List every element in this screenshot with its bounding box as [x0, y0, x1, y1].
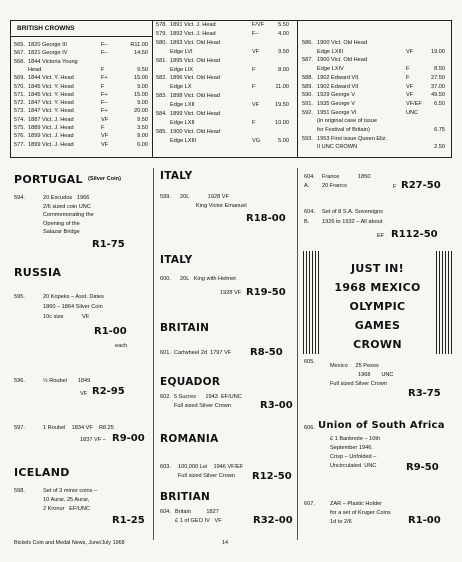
crown-grade: F: [406, 74, 410, 81]
crown-lot-number: 583.: [156, 93, 167, 100]
british-crowns-col3: [302, 40, 447, 155]
crown-price: 19.50: [275, 102, 289, 109]
portugal-description: [43, 195, 94, 236]
british-crowns-title-rule: [10, 36, 152, 37]
russia-lot-596: 596.: [14, 378, 25, 384]
crown-price: 27.50: [431, 74, 445, 81]
zar-line: ZAR – Plastic Holder: [330, 501, 382, 507]
crown-row: [302, 40, 447, 47]
italy-600-line: 1928 VF: [220, 290, 242, 296]
crown-row: [302, 92, 447, 99]
crown-description: Edge LXIV: [317, 66, 344, 73]
portugal-line: 20 Escudos 1966: [43, 195, 90, 201]
promo-line: OLYMPIC: [349, 300, 406, 313]
british-crowns-col2: [156, 22, 293, 152]
equador-602-line: 5 Sucres 1943 EF/UNC: [174, 394, 242, 400]
sovereigns-line: 1926 to 1932 – All about: [322, 219, 383, 225]
crown-grade: VF: [101, 133, 109, 140]
crown-row: [14, 67, 150, 74]
russia-595-price: R1-00: [94, 326, 127, 337]
crown-price: 9.00: [137, 83, 148, 90]
british-crowns-divider-2: [297, 20, 298, 158]
crown-description: 1935 George V: [317, 100, 355, 107]
italy-heading: ITALY: [160, 170, 193, 182]
russia-597-line-a: 1 Roubel 1834 VF R8.25: [43, 425, 114, 431]
crown-description: 1929 George V: [317, 92, 355, 99]
romania-603-price: R12-50: [252, 471, 292, 482]
south-africa-lot: 606.: [304, 425, 315, 431]
crown-row: [302, 144, 447, 151]
crown-lot-number: 582.: [156, 75, 167, 82]
crown-price: 5.00: [278, 137, 289, 144]
crown-row: [156, 120, 293, 127]
britian-604-line: £ 1 of GEO IV VF: [175, 518, 222, 524]
crown-description: 1899 Vict. Old Head: [170, 111, 220, 117]
promo-border-left: [303, 251, 319, 354]
britain-601-price: R8-50: [250, 347, 283, 358]
sovereigns-grade: EF: [377, 233, 385, 239]
crown-lot-number: 579.: [156, 30, 167, 37]
promo-line: CROWN: [353, 338, 402, 351]
crown-price: 6.75: [434, 127, 445, 133]
iceland-description: [43, 488, 97, 513]
crown-lot-number: 567.: [14, 50, 25, 57]
crown-row: [14, 42, 150, 49]
crown-lot-number: 575.: [14, 125, 25, 131]
crown-description: 1891 Vict. J. Head: [170, 22, 216, 28]
promo-border-right: [436, 251, 452, 354]
crown-lot-number: 585.: [156, 128, 167, 135]
crown-grade: F–: [101, 100, 108, 107]
crown-grade: F: [406, 66, 410, 73]
crown-lot-number: 590.: [302, 92, 313, 99]
romania-603-line: 100,000 Lei 1946 VF/EF: [178, 464, 244, 470]
sovereigns-line: Set of 8 S.A. Sovereigns: [322, 209, 383, 215]
portugal-lot: 594.: [14, 195, 25, 201]
south-africa-line: September 1946.: [330, 445, 373, 451]
crown-row: [14, 100, 150, 107]
crown-description: 1951 George VI: [317, 109, 357, 116]
crown-description: Edge LXII: [170, 119, 195, 126]
mexico-line: Mexico 25 Pesos: [330, 363, 379, 369]
britian-heading: BRITIAN: [160, 491, 211, 503]
crown-price: 10.00: [275, 119, 289, 126]
south-africa-line: Uncirculated UNC: [330, 463, 377, 469]
portugal-subheading: (Silver Coin): [88, 176, 121, 182]
crown-row: [156, 58, 293, 65]
russia-596-price: R2-95: [92, 386, 125, 397]
france-price: R27-50: [401, 180, 441, 191]
iceland-line: 2 Kronur EF/UNC: [43, 506, 90, 512]
crown-price: 9.50: [137, 116, 148, 123]
crown-description: 1900 Vict. Old Head: [317, 40, 367, 46]
crown-price: 6.50: [434, 100, 445, 107]
equador-heading: EQUADOR: [160, 376, 221, 388]
crown-lot-number: 578.: [156, 22, 167, 28]
crown-price: 9.00: [137, 100, 148, 107]
column-divider-right: [297, 168, 298, 540]
zar-lot: 607.: [304, 501, 315, 507]
crown-description: 1887 Vict. J. Head: [28, 116, 74, 123]
crown-row: [302, 75, 447, 82]
footer-page-number: 14: [222, 540, 228, 546]
crown-description: for Festival of Britain): [317, 127, 370, 133]
france-line: France 1850: [322, 174, 371, 180]
crown-row: [156, 93, 293, 100]
crown-price: 8.50: [434, 66, 445, 73]
crown-row: [14, 59, 150, 66]
crown-row: [14, 117, 150, 124]
crown-lot-number: 584.: [156, 111, 167, 117]
russia-597-line-b: 1837 VF –: [80, 437, 106, 443]
mexico-lot: 605.: [304, 359, 315, 365]
crown-price: 37.00: [431, 83, 445, 90]
crown-grade: F: [252, 66, 256, 73]
crown-grade: F: [101, 83, 105, 90]
crown-lot-number: 588.: [302, 74, 313, 81]
crown-description: 1821 George IV: [28, 50, 68, 57]
crown-row: [156, 129, 293, 136]
promo-line: 1968 MEXICO: [334, 281, 421, 294]
crown-lot-number: 577.: [14, 141, 25, 148]
iceland-lot: 598.: [14, 488, 25, 494]
crown-lot-number: 581.: [156, 57, 167, 64]
crown-grade: F/VF: [252, 22, 265, 28]
crown-price: 15.00: [134, 75, 148, 82]
iceland-heading: ICELAND: [14, 466, 70, 479]
france-grade: F: [393, 184, 397, 190]
italy-600-lot: 600.: [160, 276, 171, 282]
crown-grade: VF: [101, 116, 109, 123]
crown-grade: F: [101, 66, 105, 73]
portugal-line: Commemorating the: [43, 212, 94, 218]
russia-595-each: each: [115, 343, 128, 349]
south-africa-description: [330, 436, 380, 470]
crown-description: 1899 Vict. J. Head: [28, 141, 74, 148]
crown-row: [302, 136, 447, 143]
zar-description: [330, 501, 391, 526]
crown-lot-number: 580.: [156, 39, 167, 46]
crown-lot-number: 565.: [14, 42, 25, 48]
sovereigns-lot: 604.: [304, 209, 315, 215]
crown-lot-number: 569.: [14, 75, 25, 82]
crown-price: 2.50: [434, 144, 445, 151]
crown-description: 1902 Edward VII: [317, 74, 359, 81]
crown-row: [302, 110, 447, 117]
russia-595-line: 20 Kopeks – Asst. Dates: [43, 294, 104, 300]
russia-596-line: ½ Roubel 1849: [43, 378, 91, 384]
romania-603-line: Full sized Silver Crown: [178, 473, 235, 479]
crown-row: [302, 84, 447, 91]
crown-row: [302, 57, 447, 64]
crown-grade: VF: [406, 83, 414, 90]
crown-description: 1844 Victoria Young: [28, 58, 78, 65]
crown-row: [156, 22, 293, 29]
crown-row: [156, 111, 293, 118]
crown-description: 1845 Vict. Y. Head: [28, 83, 74, 90]
promo-line: GAMES: [354, 319, 401, 332]
crown-description: 1899 Vict. J. Head: [28, 133, 74, 140]
south-africa-line: Crisp – Unfolded –: [330, 454, 377, 460]
mexico-line: 1968 UNC: [358, 372, 394, 378]
crown-lot-number: 593.: [302, 135, 313, 142]
crown-price: 8.00: [278, 66, 289, 73]
crown-description: 1847 Vict. Y. Head: [28, 100, 74, 107]
italy-599-price: R18-00: [246, 213, 286, 224]
column-divider-left: [153, 168, 154, 540]
crown-price: 9.50: [278, 48, 289, 55]
iceland-line: 10 Aurar, 25 Aurar,: [43, 497, 90, 503]
promo-text: [321, 259, 434, 354]
crown-description: 1953 First issue Queen Eliz.: [317, 135, 387, 142]
crown-description: 1895 Vict. Old Head: [170, 57, 220, 64]
sovereigns-price: R112-50: [391, 229, 438, 240]
crown-lot-number: 568.: [14, 58, 25, 65]
portugal-line: Salazar Bridge: [43, 229, 80, 235]
crown-row: [302, 118, 447, 125]
britain-601-line: Cartwheel 2d 1797 VF: [174, 350, 232, 356]
france-line: 20 Francs: [322, 183, 347, 189]
russia-597-price: R9-00: [112, 433, 145, 444]
britain-601-lot: 601.: [160, 350, 171, 356]
crown-description: 1845 Vict. Y. Head: [28, 91, 74, 98]
crown-grade: VF/EF: [406, 100, 422, 107]
crown-lot-number: 572.: [14, 100, 25, 107]
crown-row: [302, 49, 447, 56]
crown-grade: F–: [252, 30, 259, 37]
crown-grade: F+: [101, 75, 108, 82]
crown-lot-number: 587.: [302, 57, 313, 64]
italy-599-line: King Victor Emanuel: [196, 203, 247, 209]
crown-price: 4.00: [278, 30, 289, 37]
crown-grade: VF: [406, 48, 414, 55]
russia-595-description: [43, 294, 104, 321]
france-lot: 604.: [304, 174, 315, 180]
crown-lot-number: 573.: [14, 108, 25, 115]
crown-description: 1900 Vict. Old Head: [170, 128, 220, 135]
crown-description: Edge LX: [170, 84, 192, 91]
crown-price: 6.00: [137, 141, 148, 148]
crown-grade: F–: [101, 50, 108, 57]
britian-604-price: R32-00: [253, 515, 293, 526]
italy-599-line: 20L 1928 VF: [180, 194, 229, 200]
crown-grade: VG: [252, 137, 261, 144]
south-africa-heading: Union of South Africa: [318, 420, 445, 431]
crown-row: [156, 49, 293, 56]
south-africa-price: R9-50: [406, 462, 439, 473]
crown-lot-number: 574.: [14, 116, 25, 123]
russia-595-line: 1860 – 1864 Silver Coin: [43, 304, 103, 310]
crown-lot-number: 570.: [14, 83, 25, 90]
russia-lot-595: 595.: [14, 294, 25, 300]
crown-row: [14, 125, 150, 132]
crown-row: [156, 138, 293, 145]
crown-row: [14, 50, 150, 57]
crown-description: Head: [28, 66, 42, 73]
mexico-line: Full sized Silver Crown: [330, 381, 387, 387]
crown-description: 1847 Vict. Y. Head: [28, 108, 74, 115]
crown-row: [156, 67, 293, 74]
crown-description: 1902 Edward VII: [317, 83, 359, 90]
footer-publication: Bickels Coin and Medal News, June/July 1968: [14, 540, 125, 546]
crown-description: Edge LVI: [170, 48, 193, 55]
italy-600-line: 20L King with Helmet: [180, 276, 236, 282]
crown-row: [156, 75, 293, 82]
crown-lot-number: 589.: [302, 83, 313, 90]
russia-595-line: 10c size VF: [43, 314, 90, 320]
mexico-price: R3-75: [408, 388, 441, 399]
crown-price: 9.50: [137, 66, 148, 73]
france-letter: A.: [304, 183, 310, 189]
crown-description: II UNC CROWN: [317, 144, 358, 151]
crown-grade: VF: [101, 141, 109, 148]
crown-lot-number: 586.: [302, 40, 313, 46]
britain-heading: BRITAIN: [160, 322, 210, 334]
crown-description: 1900 Vict. Old Head: [317, 57, 367, 64]
crown-description: 1892 Vict. J. Head: [170, 30, 216, 37]
crown-description: 1820 George III: [28, 42, 67, 48]
crown-description: Edge LXII: [170, 102, 195, 109]
zar-line: 1d to 2/6: [330, 519, 352, 525]
crown-price: 9.00: [137, 133, 148, 140]
crown-row: [302, 66, 447, 73]
italy-heading-2: ITALY: [160, 254, 193, 266]
crown-description: 1898 Vict. Old Head: [170, 93, 220, 100]
crown-description: 1893 Vict. Old Head: [170, 39, 220, 46]
crown-grade: UNC: [406, 109, 419, 116]
romania-603-lot: 603.: [160, 464, 171, 470]
equador-602-line: Full sized Silver Crown: [174, 403, 231, 409]
crown-lot-number: 571.: [14, 91, 25, 98]
crown-description: 1889 Vict. J. Head: [28, 125, 74, 131]
crown-row: [302, 127, 447, 134]
south-africa-line: £ 1 Banknote – 10th: [330, 436, 381, 442]
equador-602-price: R3-00: [260, 400, 293, 411]
britian-604-line: Britain 1827: [175, 509, 219, 515]
crown-description: 1896 Vict. Old Head: [170, 75, 220, 82]
crown-description: Edge LXIII: [170, 137, 197, 144]
crown-grade: VF: [406, 92, 414, 99]
crown-lot-number: 592.: [302, 109, 313, 116]
crown-row: [14, 75, 150, 82]
crown-grade: VF: [252, 102, 260, 109]
crown-grade: F+: [101, 108, 108, 115]
equador-602-lot: 602.: [160, 394, 171, 400]
crown-grade: F: [101, 125, 105, 131]
portugal-line: 2/6 sized coin UNC: [43, 203, 91, 210]
russia-596-grade: VF: [80, 391, 88, 397]
russia-lot-597: 597.: [14, 425, 25, 431]
crown-grade: VF: [252, 48, 260, 55]
portugal-line: Opening of the: [43, 220, 80, 227]
british-crowns-title: BRITISH CROWNS: [17, 25, 75, 32]
crown-price: 19.00: [431, 48, 445, 55]
crown-row: [302, 101, 447, 108]
crown-row: [14, 92, 150, 99]
crown-description: Edge LIX: [170, 66, 194, 73]
crown-price: 14.50: [134, 50, 148, 57]
british-crowns-divider-1: [152, 20, 153, 158]
crown-price: 15.00: [134, 91, 148, 98]
crown-price: 20.00: [134, 108, 148, 115]
zar-line: for a set of Kruger Coins: [330, 510, 391, 516]
crown-lot-number: 576.: [14, 133, 25, 140]
portugal-heading: PORTUGAL: [14, 173, 83, 186]
promo-box: [303, 251, 452, 354]
promo-line: JUST IN!: [351, 262, 404, 275]
crown-description: 1844 Vict. Y. Head: [28, 75, 74, 82]
romania-heading: ROMANIA: [160, 433, 219, 445]
crown-row: [156, 102, 293, 109]
iceland-line: Set of 3 minor coins –: [43, 488, 98, 494]
iceland-price: R1-25: [112, 515, 145, 526]
crown-grade: F–: [101, 42, 108, 48]
british-crowns-col1: [14, 42, 150, 152]
crown-row: [156, 84, 293, 91]
crown-price: 49.50: [431, 92, 445, 99]
crown-row: [14, 84, 150, 91]
crown-price: 5.50: [278, 22, 289, 28]
crown-grade: F+: [101, 91, 108, 98]
italy-599-lot: 599.: [160, 194, 171, 200]
crown-grade: F: [252, 119, 256, 126]
crown-price: R11.00: [130, 42, 148, 48]
crown-row: [14, 133, 150, 140]
portugal-price: R1-75: [92, 239, 125, 250]
sovereigns-letter: B.: [304, 219, 310, 225]
crown-grade: F: [252, 84, 256, 91]
crown-row: [14, 108, 150, 115]
crown-row: [14, 142, 150, 149]
italy-600-price: R19-50: [246, 287, 286, 298]
crown-row: [156, 40, 293, 47]
crown-price: 3.50: [137, 125, 148, 131]
crown-description: (in original case of issue: [317, 118, 378, 125]
crown-lot-number: 591.: [302, 100, 313, 107]
crown-description: Edge LXIII: [317, 48, 344, 55]
britian-604-lot: 604.: [160, 509, 171, 515]
zar-price: R1-00: [408, 515, 441, 526]
crown-row: [156, 31, 293, 38]
russia-heading: RUSSIA: [14, 266, 62, 279]
crown-price: 11.00: [275, 84, 289, 91]
